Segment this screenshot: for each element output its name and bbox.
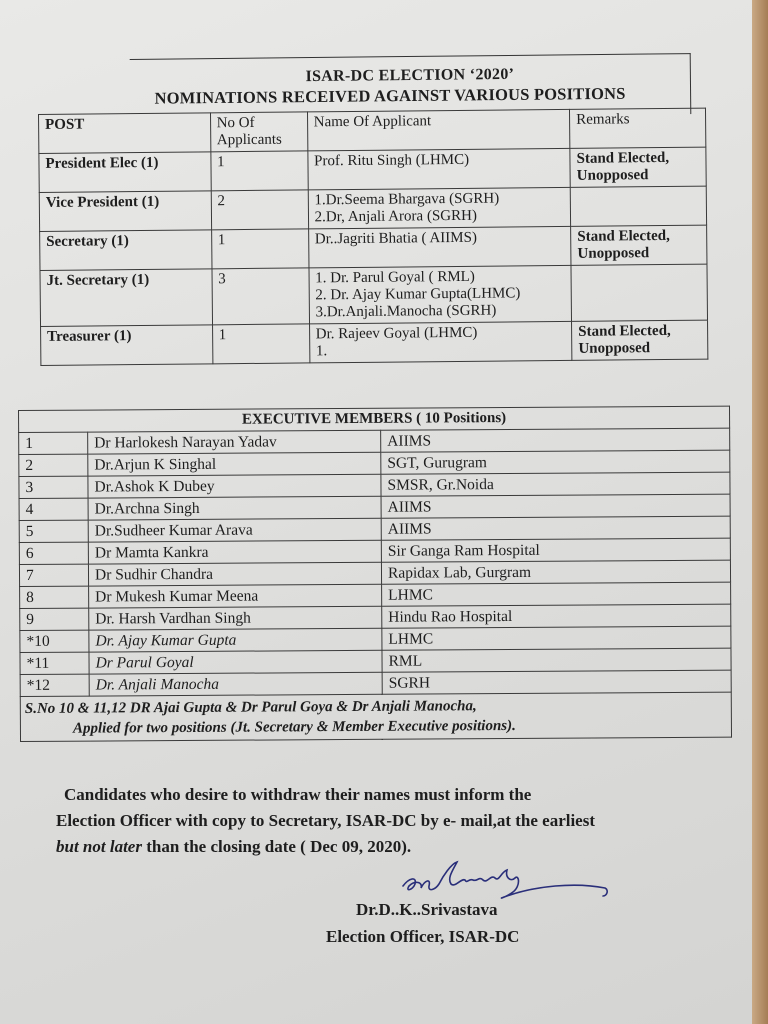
member-affiliation: Sir Ganga Ram Hospital bbox=[381, 538, 730, 562]
member-name: Dr. Anjali Manocha bbox=[89, 672, 382, 696]
table-surface bbox=[752, 0, 768, 1024]
member-serial: *11 bbox=[20, 652, 89, 674]
signatory-role: Election Officer, ISAR-DC bbox=[326, 927, 520, 946]
applicant-name: 2.Dr, Anjali Arora (SGRH) bbox=[314, 207, 478, 226]
executive-members-table bbox=[18, 406, 732, 742]
member-serial: 3 bbox=[19, 476, 88, 498]
remark-text: Unopposed bbox=[578, 340, 651, 357]
member-affiliation: Rapidax Lab, Gurgram bbox=[381, 560, 730, 584]
header-count: No Of Applicants bbox=[210, 112, 307, 152]
applicant-name: Dr. Rajeev Goyal (LHMC) bbox=[315, 324, 478, 343]
positions-header-row bbox=[39, 108, 706, 153]
member-serial: 2 bbox=[19, 454, 88, 476]
position-name: Jt. Secretary (1) bbox=[40, 269, 212, 327]
member-name: Dr.Archna Singh bbox=[88, 496, 381, 520]
applicant-names bbox=[308, 187, 571, 229]
applicant-count: 2 bbox=[211, 190, 308, 230]
applicant-name: Dr..Jagriti Bhatia ( AIIMS) bbox=[314, 229, 477, 248]
applicant-name: Prof. Ritu Singh (LHMC) bbox=[314, 151, 470, 170]
member-name: Dr.Arjun K Singhal bbox=[88, 452, 381, 476]
member-serial: 6 bbox=[19, 542, 88, 564]
notice-line-1: Candidates who desire to withdraw their names must inform the bbox=[64, 785, 532, 804]
remark-text: Stand Elected, bbox=[577, 227, 670, 245]
member-name: Dr Harlokesh Narayan Yadav bbox=[88, 430, 381, 454]
remark-text: Stand Elected, bbox=[578, 322, 671, 340]
positions-table bbox=[38, 108, 708, 366]
member-name: Dr Sudhir Chandra bbox=[88, 562, 381, 586]
member-affiliation: LHMC bbox=[382, 582, 731, 606]
executive-header: EXECUTIVE MEMBERS ( 10 Positions) bbox=[19, 406, 730, 432]
member-name: Dr Mamta Kankra bbox=[88, 540, 381, 564]
applicant-names bbox=[309, 321, 572, 363]
position-row bbox=[39, 147, 706, 192]
applicant-name: 1. bbox=[315, 343, 328, 360]
member-serial: *12 bbox=[20, 674, 89, 696]
applicant-name: 2. Dr. Ajay Kumar Gupta(LHMC) bbox=[315, 285, 521, 304]
applicant-name: 1.Dr.Seema Bhargava (SGRH) bbox=[314, 190, 500, 209]
member-affiliation: LHMC bbox=[382, 626, 731, 650]
header-remarks: Remarks bbox=[570, 108, 706, 148]
position-name: Secretary (1) bbox=[40, 230, 212, 271]
position-remarks bbox=[572, 320, 708, 360]
applicant-count: 3 bbox=[212, 268, 310, 325]
member-name: Dr Mukesh Kumar Meena bbox=[89, 584, 382, 608]
applicant-name: 1. Dr. Parul Goyal ( RML) bbox=[315, 268, 475, 287]
notice-line-2: Election Officer with copy to Secretary, ISAR-DC by e- mail,at the earliest bbox=[56, 811, 596, 830]
member-affiliation: SGT, Gurugram bbox=[381, 450, 730, 474]
applicant-count: 1 bbox=[211, 229, 308, 269]
position-remarks bbox=[570, 186, 706, 226]
position-name: Vice President (1) bbox=[39, 191, 211, 232]
member-affiliation: AIIMS bbox=[381, 516, 730, 540]
applicant-names bbox=[309, 265, 572, 324]
executive-note bbox=[20, 692, 731, 741]
notice-line-3-italic: but not later bbox=[56, 837, 142, 856]
header-applicant: Name Of Applicant bbox=[307, 109, 570, 151]
signatory-name: Dr.D..K..Srivastava bbox=[356, 900, 498, 919]
applicant-names bbox=[308, 226, 571, 268]
position-row bbox=[40, 264, 708, 326]
position-remarks bbox=[571, 225, 707, 265]
position-remarks bbox=[571, 264, 707, 321]
position-remarks bbox=[570, 147, 706, 187]
note-line-2: Applied for two positions (Jt. Secretary & Member Executive positions). bbox=[72, 717, 516, 737]
note-line-1: S.No 10 & 11,12 DR Ajai Gupta & Dr Parul Goya & Dr Anjali Manocha, bbox=[24, 698, 477, 717]
applicant-count: 1 bbox=[212, 324, 309, 364]
document-subtitle: NOMINATIONS RECEIVED AGAINST VARIOUS POSITIONS bbox=[154, 83, 626, 108]
member-name: Dr Parul Goyal bbox=[89, 650, 382, 674]
member-serial: 4 bbox=[19, 498, 88, 520]
member-serial: 7 bbox=[19, 564, 88, 586]
handwritten-signature bbox=[395, 856, 615, 906]
remark-text: Stand Elected, bbox=[576, 149, 670, 167]
member-serial: 8 bbox=[20, 586, 89, 608]
applicant-names bbox=[307, 148, 570, 190]
member-serial: 9 bbox=[20, 608, 89, 630]
executive-note-row bbox=[20, 692, 731, 741]
member-affiliation: SMSR, Gr.Noida bbox=[381, 472, 730, 496]
member-affiliation: Hindu Rao Hospital bbox=[382, 604, 731, 628]
member-name: Dr.Ashok K Dubey bbox=[88, 474, 381, 498]
position-name: Treasurer (1) bbox=[41, 325, 213, 366]
applicant-name: 3.Dr.Anjali.Manocha (SGRH) bbox=[315, 302, 497, 321]
position-row bbox=[39, 186, 706, 231]
header-post: POST bbox=[39, 113, 211, 154]
member-name: Dr. Ajay Kumar Gupta bbox=[89, 628, 382, 652]
member-serial: *10 bbox=[20, 630, 89, 652]
member-name: Dr.Sudheer Kumar Arava bbox=[88, 518, 381, 542]
member-serial: 1 bbox=[19, 432, 88, 454]
member-affiliation: AIIMS bbox=[381, 494, 730, 518]
withdrawal-notice bbox=[56, 782, 736, 860]
position-row bbox=[41, 320, 708, 365]
position-name: President Elec (1) bbox=[39, 152, 211, 193]
member-serial: 5 bbox=[19, 520, 88, 542]
member-affiliation: RML bbox=[382, 648, 731, 672]
remark-text: Unopposed bbox=[577, 245, 650, 262]
document-title: ISAR-DC ELECTION ‘2020’ bbox=[305, 65, 515, 86]
member-affiliation: SGRH bbox=[382, 670, 731, 694]
notice-line-3-rest: than the closing date ( Dec 09, 2020). bbox=[141, 837, 412, 856]
applicant-count: 1 bbox=[210, 151, 307, 191]
member-affiliation: AIIMS bbox=[381, 428, 730, 452]
member-name: Dr. Harsh Vardhan Singh bbox=[89, 606, 382, 630]
position-row bbox=[40, 225, 707, 270]
remark-text: Unopposed bbox=[576, 167, 649, 184]
